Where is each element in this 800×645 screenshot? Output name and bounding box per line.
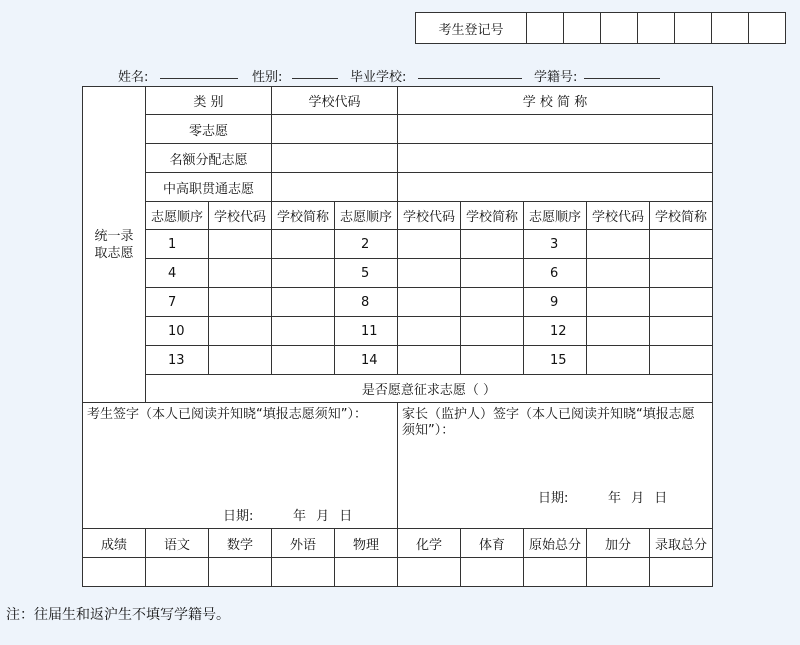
score-header: 原始总分 (524, 529, 587, 558)
score-header: 外语 (272, 529, 335, 558)
choice-abbr-cell[interactable] (272, 230, 335, 259)
choice-number: 6 (524, 259, 587, 288)
registration-box[interactable] (564, 13, 601, 44)
registration-box[interactable] (675, 13, 712, 44)
choice-abbr-cell[interactable] (650, 288, 713, 317)
score-cell[interactable] (272, 558, 335, 587)
choice-code-cell[interactable] (209, 259, 272, 288)
score-header: 数学 (209, 529, 272, 558)
score-header: 语文 (146, 529, 209, 558)
seq-header: 学校代码 (587, 202, 650, 230)
choice-abbr-cell[interactable] (461, 259, 524, 288)
gender-label: 性别: (252, 70, 283, 85)
student-signature-box[interactable] (83, 403, 398, 529)
choice-number: 3 (524, 230, 587, 259)
choice-code-cell[interactable] (398, 259, 461, 288)
choice-code-cell[interactable] (209, 317, 272, 346)
choice-number: 14 (335, 346, 398, 375)
choice-number: 7 (146, 288, 209, 317)
seq-header: 学校代码 (398, 202, 461, 230)
choice-abbr-cell[interactable] (272, 346, 335, 375)
score-cell[interactable] (587, 558, 650, 587)
col-category-header: 类 别 (146, 87, 272, 115)
seq-header: 志愿顺序 (335, 202, 398, 230)
score-cell[interactable] (524, 558, 587, 587)
choice-code-cell[interactable] (398, 346, 461, 375)
registration-table (415, 12, 786, 44)
choice-number: 4 (146, 259, 209, 288)
choice-number: 9 (524, 288, 587, 317)
score-cell[interactable] (209, 558, 272, 587)
choice-code-cell[interactable] (587, 346, 650, 375)
choice-abbr-cell[interactable] (461, 288, 524, 317)
registration-box[interactable] (712, 13, 749, 44)
score-header: 录取总分 (650, 529, 713, 558)
registration-box[interactable] (527, 13, 564, 44)
choice-code-cell[interactable] (209, 288, 272, 317)
score-header: 体育 (461, 529, 524, 558)
seq-header: 志愿顺序 (146, 202, 209, 230)
choice-number: 12 (524, 317, 587, 346)
choice-number: 13 (146, 346, 209, 375)
choice-abbr-cell[interactable] (461, 346, 524, 375)
choice-code-cell[interactable] (398, 288, 461, 317)
zero-choice-abbr[interactable] (398, 115, 713, 144)
parent-date-label: 日期: (538, 491, 569, 506)
score-header: 化学 (398, 529, 461, 558)
choice-number: 10 (146, 317, 209, 346)
choice-number: 5 (335, 259, 398, 288)
extra-choice-question[interactable]: 是否愿意征求志愿（ ） (146, 375, 713, 403)
choice-code-cell[interactable] (587, 288, 650, 317)
footnote: 注：往届生和返沪生不填写学籍号。 (6, 607, 230, 623)
quota-choice-code[interactable] (272, 144, 398, 173)
parent-signature-label: 家长（监护人）签字（本人已阅读并知晓“填报志愿须知”）： (402, 407, 695, 438)
choice-number: 2 (335, 230, 398, 259)
gender-field[interactable] (292, 66, 338, 79)
choice-code-cell[interactable] (587, 259, 650, 288)
choice-abbr-cell[interactable] (650, 259, 713, 288)
choice-code-cell[interactable] (587, 230, 650, 259)
zero-choice-code[interactable] (272, 115, 398, 144)
choice-number: 15 (524, 346, 587, 375)
seq-header: 学校简称 (272, 202, 335, 230)
choice-abbr-cell[interactable] (272, 317, 335, 346)
choice-number: 11 (335, 317, 398, 346)
student-no-label: 学籍号: (534, 70, 578, 85)
parent-signature-box[interactable] (398, 403, 713, 529)
choice-abbr-cell[interactable] (272, 259, 335, 288)
name-field[interactable] (160, 66, 238, 79)
application-form (82, 86, 713, 587)
choice-abbr-cell[interactable] (650, 346, 713, 375)
choice-abbr-cell[interactable] (461, 317, 524, 346)
choice-abbr-cell[interactable] (650, 317, 713, 346)
score-cell[interactable] (398, 558, 461, 587)
registration-box[interactable] (601, 13, 638, 44)
registration-label: 考生登记号 (416, 13, 527, 44)
choice-abbr-cell[interactable] (650, 230, 713, 259)
score-header: 成绩 (83, 529, 146, 558)
row-quota-choice: 名额分配志愿 (146, 144, 272, 173)
choice-number: 1 (146, 230, 209, 259)
col-school-abbr-header: 学 校 简 称 (398, 87, 713, 115)
parent-date-units: 年 月 日 (608, 491, 668, 506)
school-field[interactable] (418, 66, 522, 79)
choice-code-cell[interactable] (398, 230, 461, 259)
vocational-choice-abbr[interactable] (398, 173, 713, 202)
student-no-field[interactable] (584, 66, 660, 79)
row-zero-choice: 零志愿 (146, 115, 272, 144)
choice-code-cell[interactable] (398, 317, 461, 346)
seq-header: 学校代码 (209, 202, 272, 230)
score-header: 物理 (335, 529, 398, 558)
registration-box[interactable] (638, 13, 675, 44)
score-cell[interactable] (335, 558, 398, 587)
choice-abbr-cell[interactable] (272, 288, 335, 317)
choice-abbr-cell[interactable] (461, 230, 524, 259)
name-label: 姓名: (118, 70, 149, 85)
student-date-label: 日期: (223, 509, 254, 524)
student-signature-label: 考生签字（本人已阅读并知晓“填报志愿须知”）： (87, 407, 367, 422)
choice-number: 8 (335, 288, 398, 317)
score-cell[interactable] (146, 558, 209, 587)
section-label: 统一录取志愿 (83, 87, 146, 403)
registration-box[interactable] (749, 13, 786, 44)
seq-header: 志愿顺序 (524, 202, 587, 230)
seq-header: 学校简称 (650, 202, 713, 230)
score-cell[interactable] (83, 558, 146, 587)
score-header: 加分 (587, 529, 650, 558)
score-cell[interactable] (461, 558, 524, 587)
quota-choice-abbr[interactable] (398, 144, 713, 173)
seq-header: 学校简称 (461, 202, 524, 230)
vocational-choice-code[interactable] (272, 173, 398, 202)
choice-code-cell[interactable] (209, 346, 272, 375)
choice-code-cell[interactable] (209, 230, 272, 259)
school-label: 毕业学校: (350, 70, 407, 85)
row-vocational-choice: 中高职贯通志愿 (146, 173, 272, 202)
score-cell[interactable] (650, 558, 713, 587)
choice-code-cell[interactable] (587, 317, 650, 346)
student-date-units: 年 月 日 (293, 509, 353, 524)
header-fields (118, 66, 708, 84)
col-school-code-header: 学校代码 (272, 87, 398, 115)
